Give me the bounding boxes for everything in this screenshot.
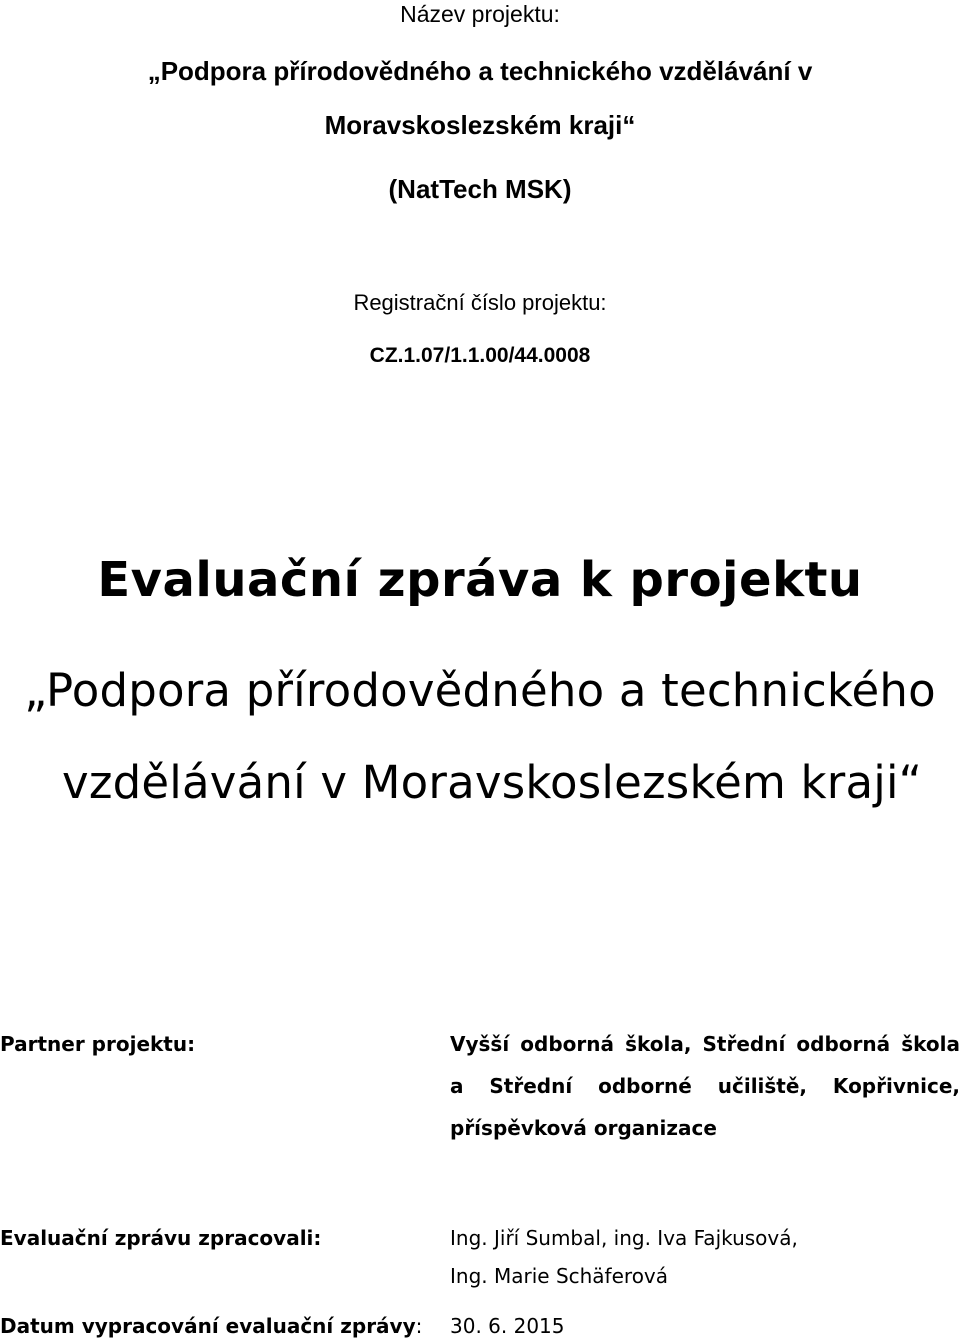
project-name-label: Název projektu: — [400, 1, 560, 27]
registration-label: Registrační číslo projektu: — [353, 290, 607, 315]
project-title-line2: Moravskoslezském kraji“ — [324, 110, 636, 140]
authors-label: Evaluační zprávu zpracovali: — [0, 1226, 322, 1250]
registration-number: CZ.1.07/1.1.00/44.0008 — [369, 344, 591, 367]
authors-line1: Ing. Jiří Sumbal, ing. Iva Fajkusová, — [450, 1226, 798, 1250]
partner-line2: a Střední odborné učiliště, Kopřivnice, — [450, 1074, 960, 1098]
report-subtitle-line2: vzdělávání v Moravskoslezském kraji“ — [62, 756, 923, 809]
partner-label: Partner projektu: — [0, 1032, 196, 1056]
project-title-line1: „Podpora přírodovědného a technického vzdělávání v — [147, 56, 813, 86]
report-title: Evaluační zpráva k projektu — [97, 552, 863, 608]
date-value: 30. 6. 2015 — [450, 1314, 565, 1338]
report-subtitle-line1: „Podpora přírodovědného a technického — [24, 664, 936, 717]
authors-line2: Ing. Marie Schäferová — [450, 1264, 669, 1288]
project-acronym: (NatTech MSK) — [388, 174, 572, 204]
date-label: Datum vypracování evaluační zprávy — [0, 1314, 416, 1338]
date-colon: : — [415, 1314, 423, 1338]
partner-line3: příspěvková organizace — [450, 1116, 717, 1140]
date-row — [0, 1314, 422, 1338]
partner-line1: Vyšší odborná škola, Střední odborná škola — [450, 1032, 960, 1056]
